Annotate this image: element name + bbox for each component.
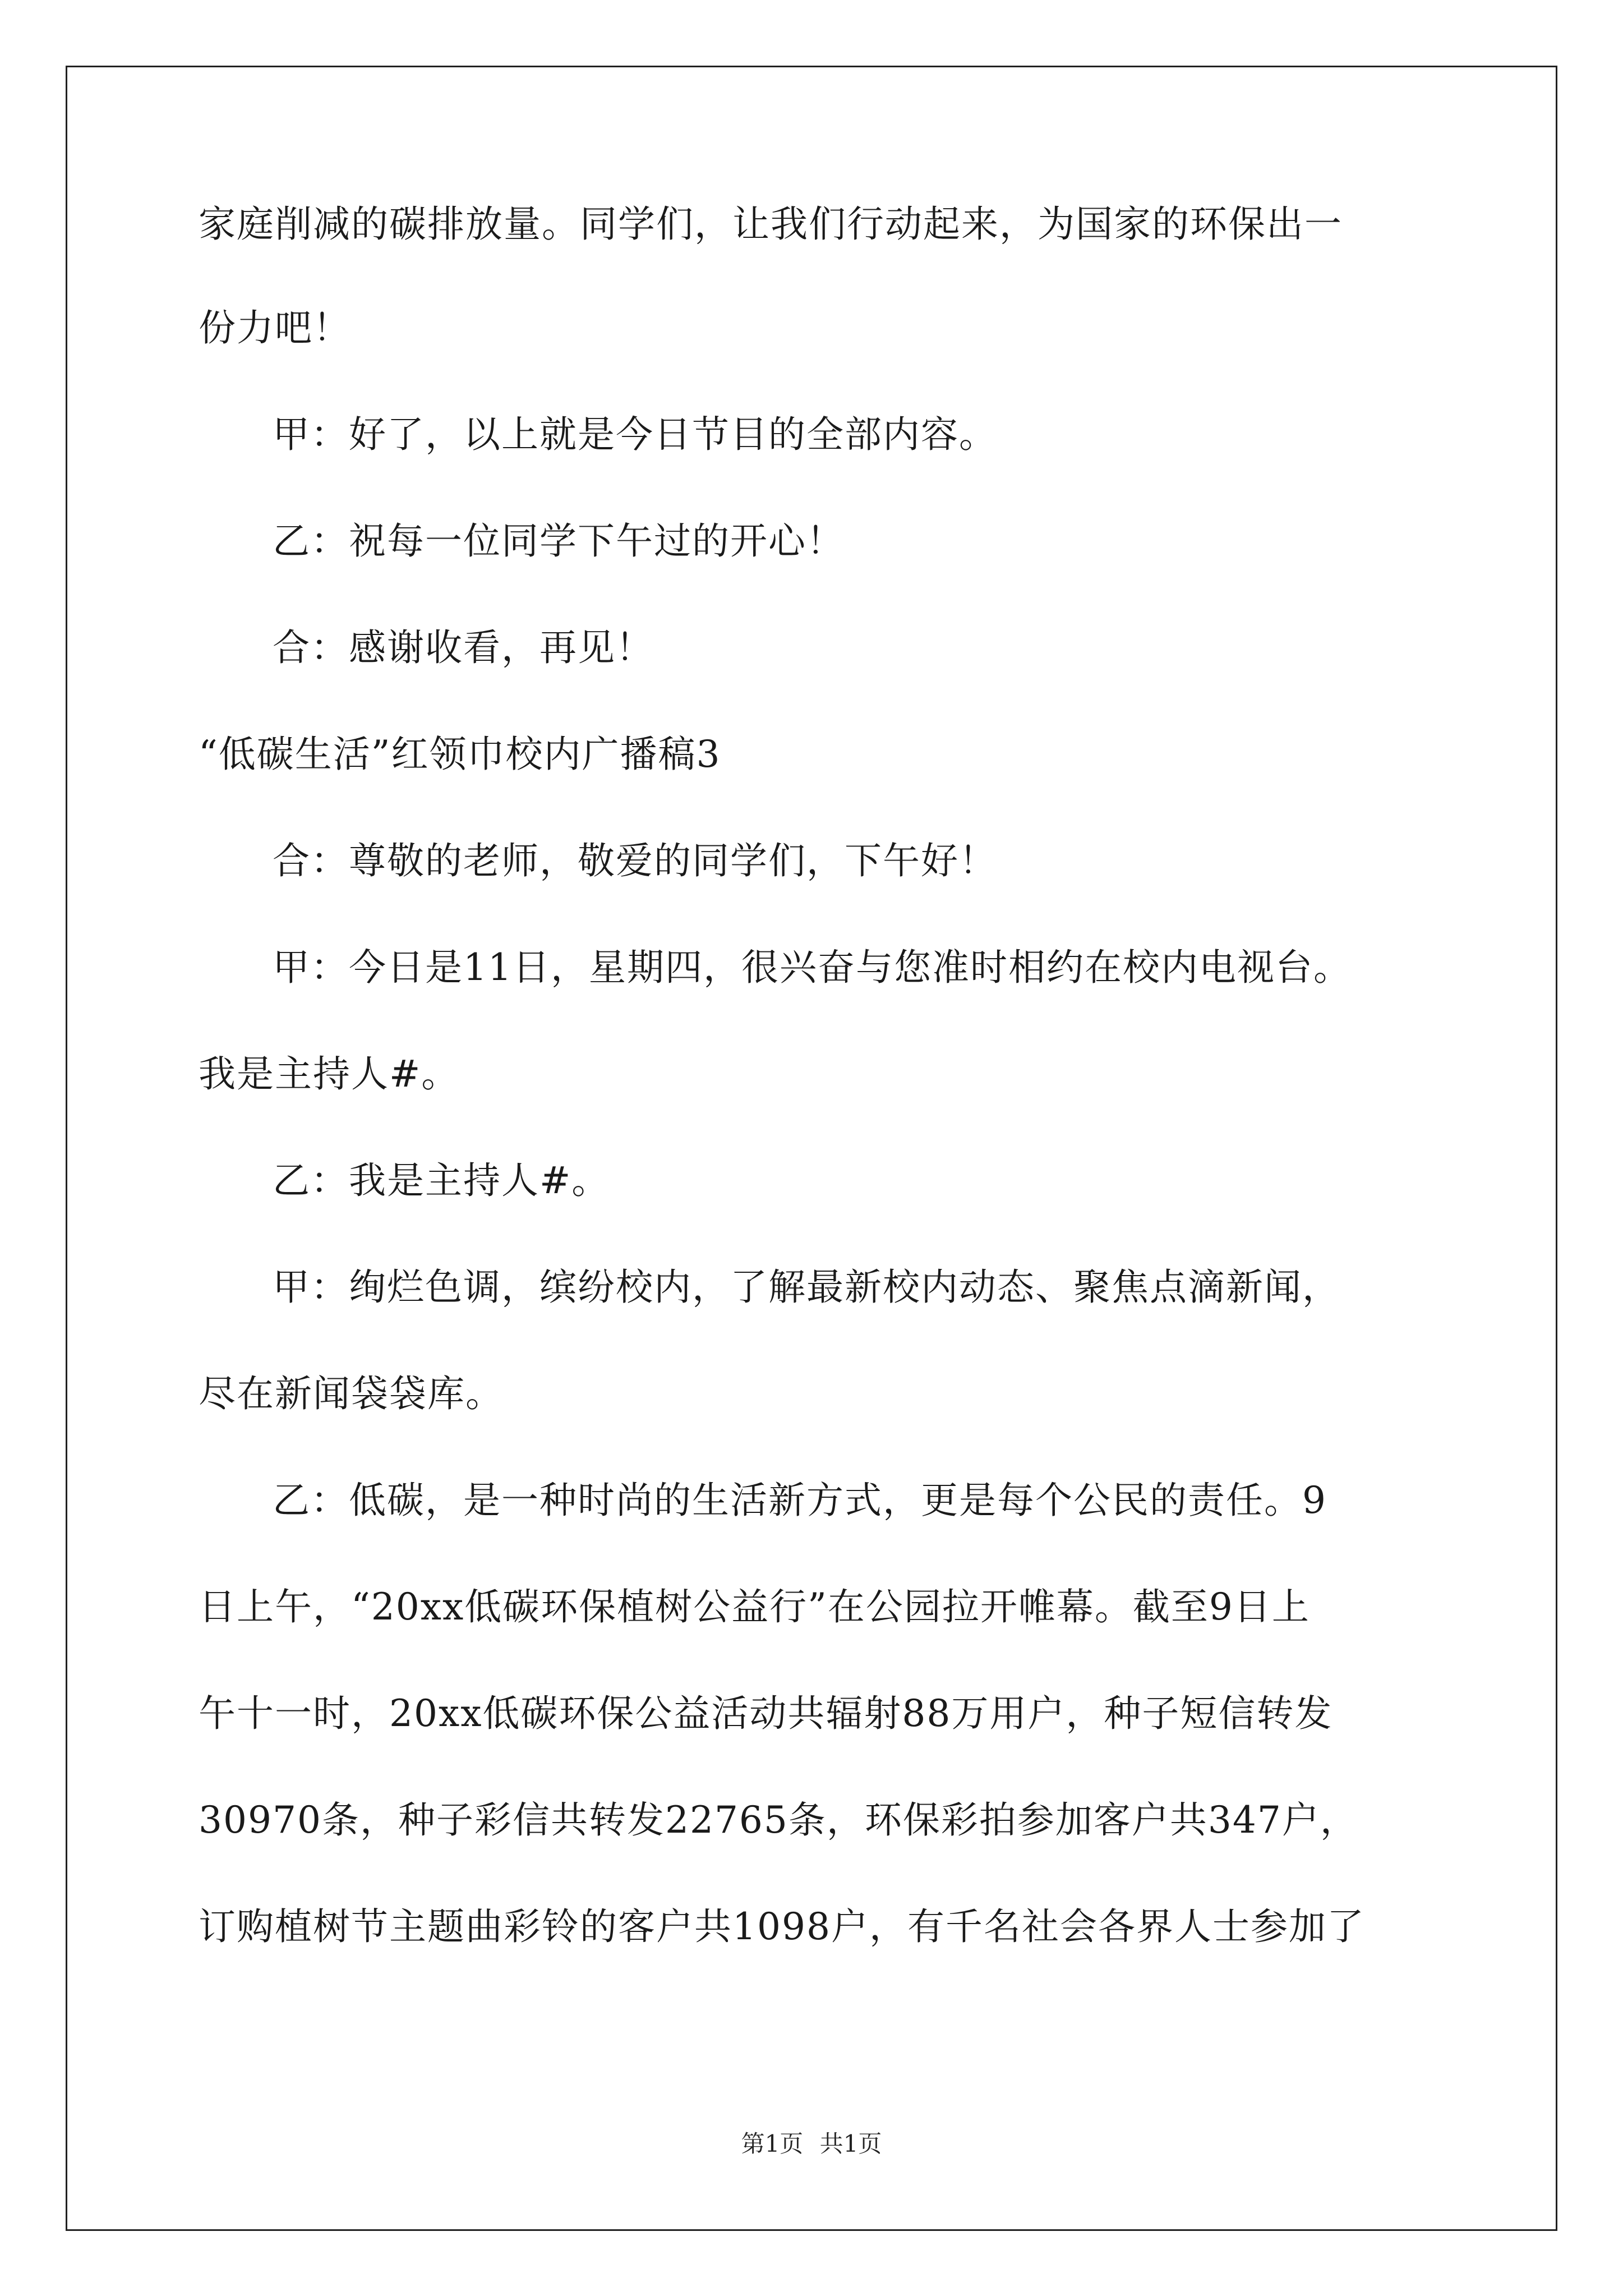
paragraph-line: 订购植树节主题曲彩铃的客户共1098户，有千名社会各界人士参加了 [199,1905,1365,1948]
page-total: 共1页 [819,2130,882,2157]
dialogue-line: 甲：今日是11日，星期四，很兴奋与您准时相约在校内电视台。 [273,946,1352,989]
paragraph-line: 家庭削减的碳排放量。同学们，让我们行动起来，为国家的环保出一 [199,203,1343,246]
page-number: 第1页 [741,2130,804,2157]
paragraph-line: 午十一时，20xx低碳环保公益活动共辐射88万用户，种子短信转发 [199,1692,1333,1735]
paragraph-line: 尽在新闻袋袋库。 [199,1372,504,1415]
dialogue-line: 乙：祝每一位同学下午过的开心！ [273,519,845,563]
dialogue-line: 乙：我是主持人#。 [273,1159,610,1202]
section-heading: “低碳生活”红领巾校内广播稿3 [199,733,721,776]
dialogue-line: 合：尊敬的老师，敬爱的同学们，下午好！ [273,839,997,882]
dialogue-line: 合：感谢收看，再见！ [273,626,654,669]
paragraph-line: 30970条，种子彩信共转发22765条，环保彩拍参加客户共347户， [199,1798,1358,1842]
page-footer [0,2127,1623,2161]
dialogue-line: 甲：好了，以上就是今日节目的全部内容。 [273,413,997,456]
paragraph-line: 我是主持人#。 [199,1052,460,1096]
paragraph-line: 份力吧！ [199,306,351,349]
paragraph-line: 日上午，“20xx低碳环保植树公益行”在公园拉开帷幕。截至9日上 [199,1585,1310,1628]
dialogue-line: 乙：低碳，是一种时尚的生活新方式，更是每个公民的责任。9 [273,1479,1327,1522]
dialogue-line: 甲：绚烂色调，缤纷校内，了解最新校内动态、聚焦点滴新闻， [273,1266,1340,1309]
